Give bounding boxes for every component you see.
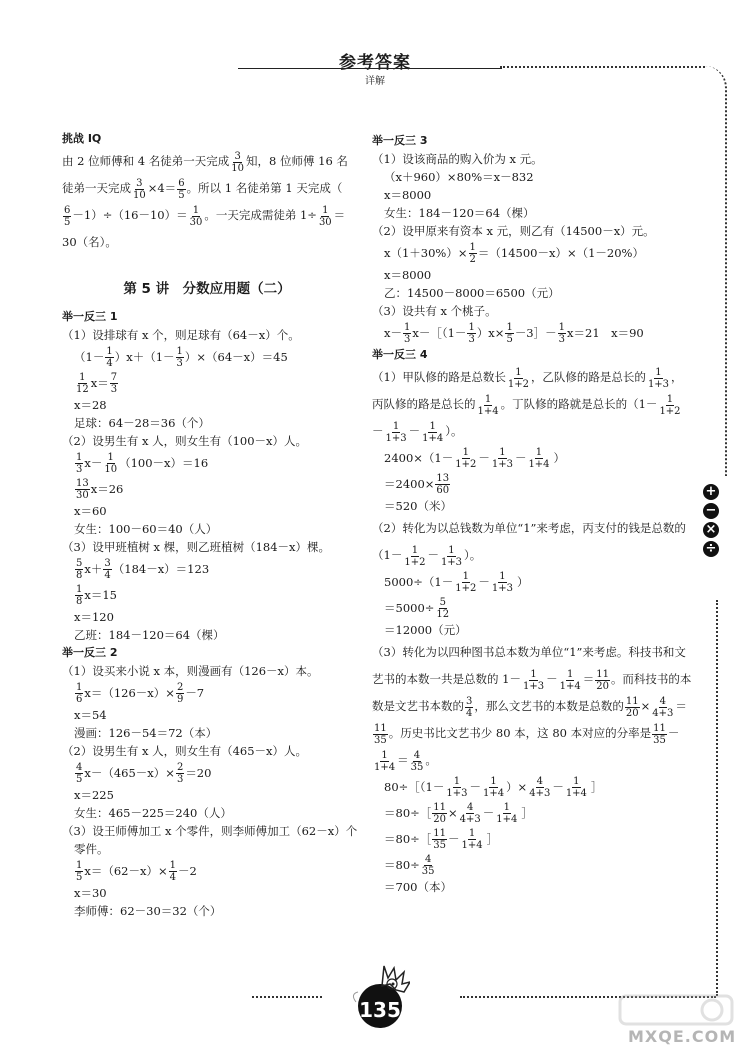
ex4-q1-answer: ＝520（米） <box>384 499 452 513</box>
ex3-q2-intro: （2）设甲原来有资本 x 元，则乙有（14500－x）元。 <box>372 224 655 238</box>
ex4-q2-equation: 5000÷（1－ $\frac{1}{1+2}$ － $\frac{1}{1+3}$ ） <box>384 570 529 594</box>
ex4-q3-paragraph: （3）转化为以四种图书总本数为单位“1”来考虑。科技书和文艺书的本数一共是总数的 1－ $\frac{1}{1+3}$ － $\frac{1}{1+4}$ ＝ $\frac{11}{20}$ 。而科技书的本数是文艺书本数的 $\frac{3}{4}$ ，那么文艺书的本数是总数的 $\frac{11}{20}$ × $\frac{4}{4+3}$ ＝ $\frac{11}{35}$ 。历史书比文艺书少 80 本，这 80 本对应的分率是 $\frac{11}{35}$ － $\frac{1}{1+4}$ ＝ $\frac{4}{35}$ 。 <box>372 645 692 773</box>
page-number: 135 <box>359 998 401 1022</box>
example-1-heading: 举一反三 1 <box>62 310 118 323</box>
example-3-heading: 举一反三 3 <box>372 134 428 147</box>
ex1-q1-intro: （1）设排球有 x 个，则足球有（64－x）个。 <box>62 328 300 342</box>
dotted-border-right-lower <box>716 600 718 996</box>
ex3-q2-result: x＝8000 <box>384 268 432 282</box>
ex4-q2-step: ＝5000÷ $\frac{5}{12}$ <box>384 596 450 620</box>
ex1-q3-result: x＝120 <box>74 610 114 624</box>
ex3-q2-equation: x（1＋30%）× $\frac{1}{2}$ ＝（14500－x）×（1－20%） <box>384 241 644 265</box>
ex1-q2-result: x＝60 <box>74 504 107 518</box>
ex3-q1-intro: （1）设该商品的购入价为 x 元。 <box>372 152 543 166</box>
minus-icon: − <box>703 503 719 519</box>
example-4-heading: 举一反三 4 <box>372 348 428 361</box>
ex1-q3-step: $\frac{1}{8}$ x＝15 <box>76 583 117 607</box>
ex1-q1-step: $\frac{1}{12}$ x＝ $\frac{7}{3}$ <box>76 371 118 395</box>
ex4-q1-step: ＝2400× $\frac{13}{60}$ <box>384 472 450 496</box>
header-rule <box>238 68 502 69</box>
left-column <box>62 130 358 920</box>
ex4-q2-paragraph: （2）转化为以总钱数为单位“1”来考虑，丙支付的钱是总数的（1－ $\frac{1}{1+2}$ － $\frac{1}{1+3}$ ）。 <box>372 521 686 568</box>
divide-icon: ÷ <box>703 541 719 557</box>
ex2-q1-result: x＝54 <box>74 708 107 722</box>
ex3-q1-equation: （x＋960）×80%＝x－832 <box>384 170 534 184</box>
plus-icon: + <box>703 484 719 500</box>
math-operators-sidebar <box>703 484 725 560</box>
ex4-q3-equation: 80÷［（1－ $\frac{1}{1+3}$ － $\frac{1}{1+4}$ ）× $\frac{4}{4+3}$ － $\frac{1}{1+4}$ ］ <box>384 775 603 799</box>
ex1-q3-answer: 乙班：184－120＝64（棵） <box>74 628 225 642</box>
ex2-q1-equation: $\frac{1}{6}$ x＝（126－x）× $\frac{2}{9}$ －7 <box>76 681 205 705</box>
ex4-q1-equation: 2400×（1－ $\frac{1}{1+2}$ － $\frac{1}{1+3}$ － $\frac{1}{1+4}$ ） <box>384 446 566 470</box>
watermark-text: MXQE.COM <box>628 1027 737 1046</box>
ex1-q3-equation: $\frac{5}{8}$ x＋ $\frac{3}{4}$ （184－x）＝123 <box>76 557 210 581</box>
ex4-q2-answer: ＝12000（元） <box>384 623 467 637</box>
ex4-q1-paragraph: （1）甲队修的路是总数长 $\frac{1}{1+2}$ ，乙队修的路是总长的 $\frac{1}{1+3}$ ，丙队修的路是总长的 $\frac{1}{1+4}$ 。丁队修的路就是总长的（1－ $\frac{1}{1+2}$ － $\frac{1}{1+3}$ － $\frac{1}{1+4}$ ）。 <box>372 366 683 444</box>
ex4-q3-step1: ＝80÷［ $\frac{11}{20}$ × $\frac{4}{4+3}$ － $\frac{1}{1+4}$ ］ <box>384 801 533 825</box>
ex3-q1-answer: 女生：184－120＝64（棵） <box>384 206 535 220</box>
ex1-q1-answer: 足球：64－28＝36（个） <box>74 416 210 430</box>
ex2-q2-equation: $\frac{4}{5}$ x－（465－x）× $\frac{2}{3}$ ＝20 <box>76 761 212 785</box>
ex1-q3-intro: （3）设甲班植树 x 棵，则乙班植树（184－x）棵。 <box>62 540 331 554</box>
ex2-q3-answer: 李师傅：62－30＝32（个） <box>74 904 222 918</box>
ex3-q2-answer: 乙：14500－8000＝6500（元） <box>384 286 560 300</box>
ex3-q3-equation: x－ $\frac{1}{3}$ x－［（1－ $\frac{1}{3}$ ）x× $\frac{1}{5}$ －3］－ $\frac{1}{3}$ x＝21 x＝90 <box>384 321 644 345</box>
ex1-q2-answer: 女生：100－60＝40（人） <box>74 522 218 536</box>
ex2-q1-answer: 漫画：126－54＝72（本） <box>74 726 218 740</box>
page-title: 参考答案 <box>339 53 411 73</box>
dotted-border-right-upper <box>705 66 727 476</box>
challenge-paragraph: 由 2 位师傅和 4 名徒弟一天完成 $\frac{3}{10}$ 知，8 位师傅 16 名徒弟一天完成 $\frac{3}{10}$ ×4＝ $\frac{6}{5}$ 。所以 1 名徒弟第 1 天完成（ $\frac{6}{5}$ －1）÷（16－10）＝ $\frac{1}{30}$ 。一天完成需徒弟 1÷ $\frac{1}{30}$ ＝30（名）。 <box>62 150 348 249</box>
times-icon: × <box>703 522 719 538</box>
ex2-q3-intro: （3）设王师傅加工 x 个零件，则李师傅加工（62－x）个 <box>62 824 358 838</box>
ex1-q1-result: x＝28 <box>74 398 107 412</box>
ex4-q3-step2: ＝80÷［ $\frac{11}{35}$ － $\frac{1}{1+4}$ ］ <box>384 827 499 851</box>
ex1-q2-step: $\frac{13}{30}$ x＝26 <box>76 477 124 501</box>
lesson-title: 第 5 讲 分数应用题（二） <box>123 281 291 297</box>
page-subtitle: 详解 <box>365 76 385 87</box>
ex2-q1-intro: （1）设买来小说 x 本，则漫画有（126－x）本。 <box>62 664 319 678</box>
ex2-q2-result: x＝225 <box>74 788 114 802</box>
ex1-q1-equation: （1－ $\frac{1}{4}$ ）x＋（1－ $\frac{1}{3}$ ）×（64－x）＝45 <box>74 345 288 369</box>
ex4-q3-step3: ＝80÷ $\frac{4}{35}$ <box>384 853 435 877</box>
ex2-q2-intro: （2）设男生有 x 人，则女生有（465－x）人。 <box>62 744 308 758</box>
ex4-q3-answer: ＝700（本） <box>384 880 452 894</box>
ex1-q2-intro: （2）设男生有 x 人，则女生有（100－x）人。 <box>62 434 308 448</box>
dotted-border-top <box>500 66 705 68</box>
ex2-q3-equation: $\frac{1}{5}$ x＝（62－x）× $\frac{1}{4}$ －2 <box>76 859 197 883</box>
right-column <box>372 132 692 896</box>
challenge-heading: 挑战 IQ <box>62 132 102 145</box>
ex2-q3-intro-cont: 零件。 <box>74 842 109 856</box>
ex1-q2-equation: $\frac{1}{3}$ x－ $\frac{1}{10}$ （100－x）＝16 <box>76 451 209 475</box>
ex2-q2-answer: 女生：465－225＝240（人） <box>74 806 232 820</box>
ex3-q1-result: x＝8000 <box>384 188 432 202</box>
ex2-q3-result: x＝30 <box>74 886 107 900</box>
dotted-border-bottom-left <box>252 996 322 998</box>
example-2-heading: 举一反三 2 <box>62 646 118 659</box>
ex3-q3-intro: （3）设共有 x 个桃子。 <box>372 304 497 318</box>
